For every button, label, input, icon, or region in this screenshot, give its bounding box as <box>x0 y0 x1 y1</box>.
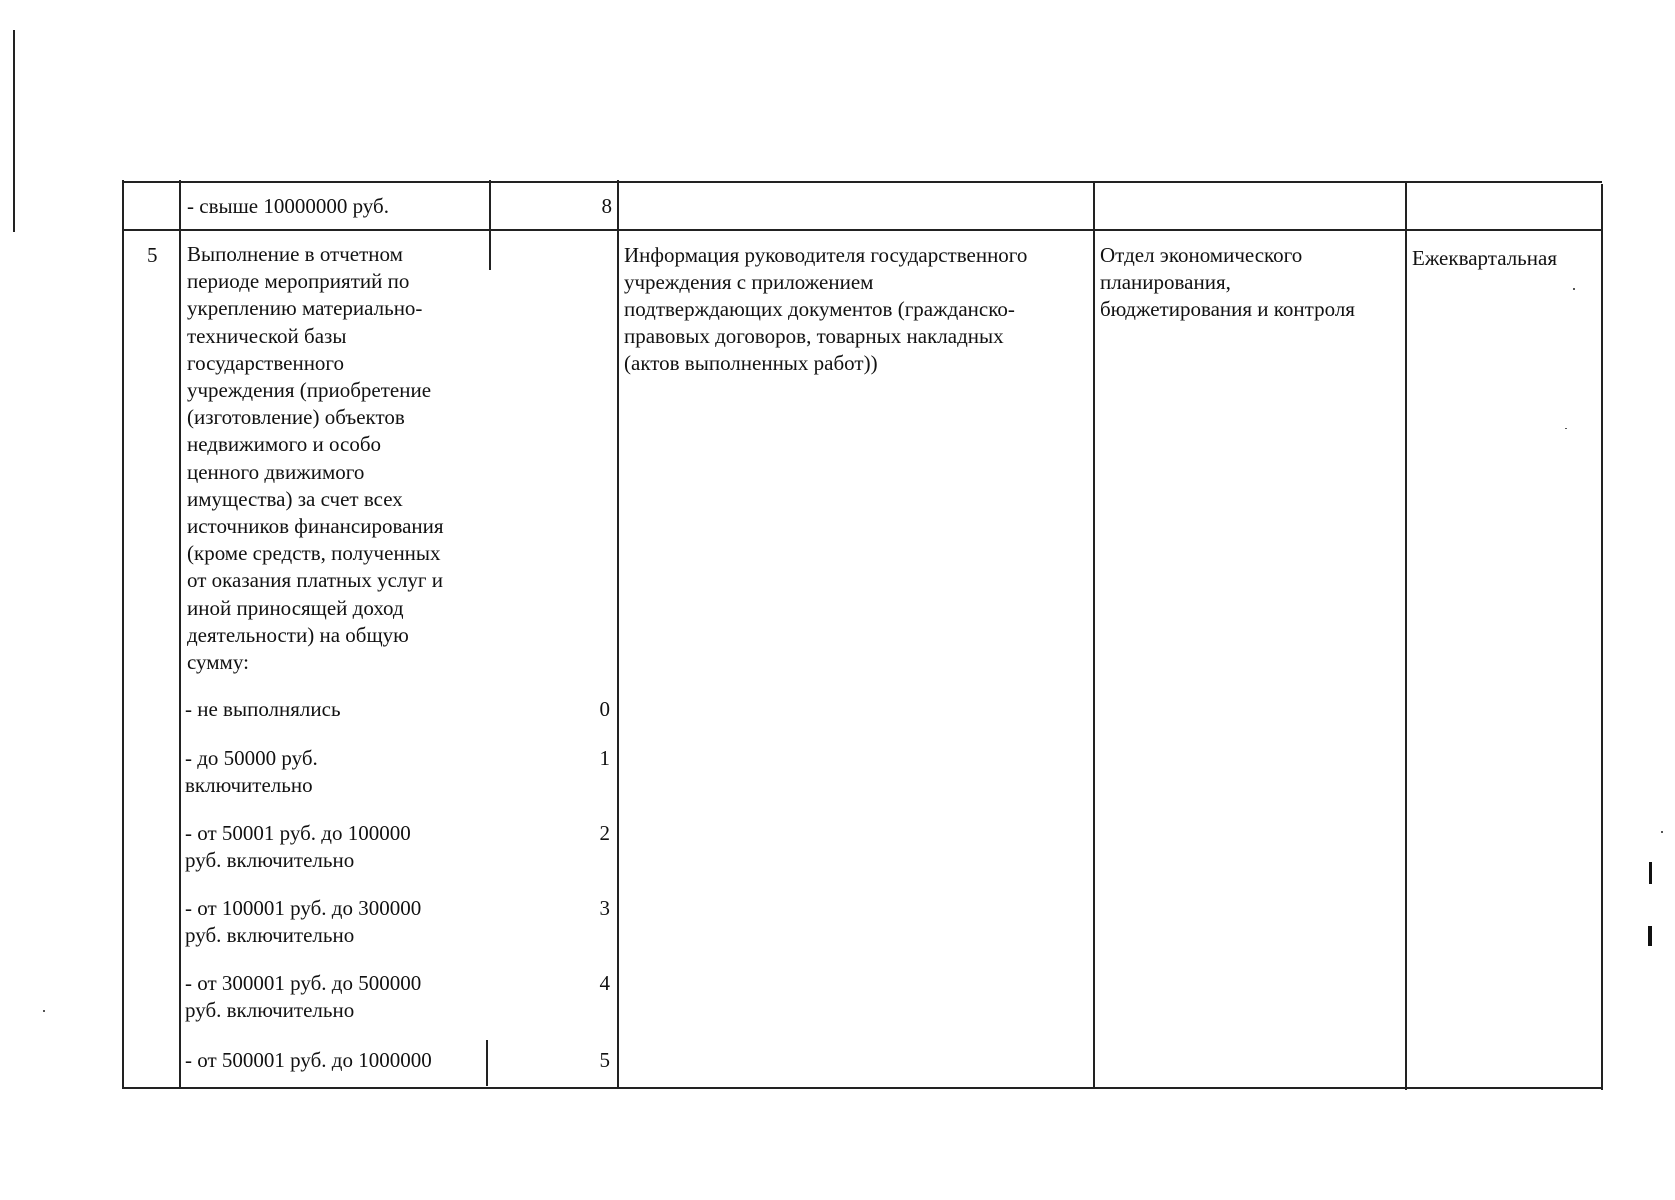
option-code: 1 <box>599 746 610 770</box>
col-divider-2b <box>486 1040 488 1086</box>
option-label: руб. включительно <box>185 848 355 872</box>
indicator-line: ценного движимого <box>187 459 365 484</box>
indicator-line: недвижимого и особо <box>187 432 382 457</box>
option-label: руб. включительно <box>185 998 355 1022</box>
col-divider-1 <box>179 180 181 1088</box>
row-divider-1 <box>122 229 1602 231</box>
option-label: - от 100001 руб. до 300000 <box>185 896 422 920</box>
option-label: - не выполнялись <box>185 697 341 721</box>
option-code: 2 <box>599 821 610 845</box>
department-line: планирования, <box>1100 270 1231 294</box>
scan-speck <box>1573 288 1575 290</box>
indicator-line: укреплению материально- <box>187 296 423 321</box>
indicator-line: учреждения (приобретение <box>187 378 432 402</box>
source-line: Информация руководителя государственного <box>624 243 1028 267</box>
scan-speck <box>1649 862 1652 884</box>
department-line: Отдел экономического <box>1100 243 1303 267</box>
source-line: (актов выполненных работ)) <box>624 351 878 375</box>
table-border-left <box>122 180 124 1088</box>
option-code: 4 <box>599 971 610 995</box>
col-divider-4 <box>1093 182 1095 1088</box>
col-divider-3 <box>617 180 619 1088</box>
source-line: правовых договоров, товарных накладных <box>624 324 1004 348</box>
indicator-line: (кроме средств, полученных <box>187 541 441 566</box>
scan-speck <box>1648 926 1652 946</box>
option-code: 0 <box>599 697 610 721</box>
option-label: - от 500001 руб. до 1000000 <box>185 1048 432 1072</box>
option-label: руб. включительно <box>185 923 355 947</box>
col-divider-2 <box>489 180 491 270</box>
indicator-line: сумму: <box>187 650 249 674</box>
frequency: Ежеквартальная <box>1412 246 1557 270</box>
col-divider-5 <box>1405 182 1407 1090</box>
prev-row-code: 8 <box>601 194 612 218</box>
indicator-line: Выполнение в отчетном <box>187 242 403 266</box>
scan-speck <box>1565 428 1567 429</box>
source-line: учреждения с приложением <box>624 270 874 294</box>
indicator-line: периоде мероприятий по <box>187 269 410 294</box>
row-number: 5 <box>147 243 158 267</box>
scan-speck <box>43 1010 45 1012</box>
scan-speck <box>1661 831 1663 833</box>
indicator-line: имущества) за счет всех <box>187 486 403 511</box>
department-line: бюджетирования и контроля <box>1100 297 1355 321</box>
option-label: - до 50000 руб. <box>185 746 318 770</box>
option-code: 5 <box>599 1048 610 1072</box>
scan-edge-line <box>13 30 15 232</box>
prev-row-label: - свыше 10000000 руб. <box>187 194 389 218</box>
indicator-line: деятельности) на общую <box>187 622 409 647</box>
option-label: - от 300001 руб. до 500000 <box>185 971 422 995</box>
table-border-top <box>122 181 1602 183</box>
indicator-line: (изготовление) объектов <box>187 405 405 430</box>
indicator-line: иной приносящей доход <box>187 595 404 620</box>
option-label: - от 50001 руб. до 100000 <box>185 821 411 845</box>
indicator-line: технической базы <box>187 323 347 348</box>
option-code: 3 <box>599 896 610 920</box>
table-border-right <box>1601 184 1603 1090</box>
option-label: включительно <box>185 773 313 797</box>
indicator-line: источников финансирования <box>187 514 444 538</box>
source-line: подтверждающих документов (гражданско- <box>624 297 1015 321</box>
indicator-line: государственного <box>187 350 345 375</box>
table-border-bottom <box>122 1087 1602 1089</box>
indicator-line: от оказания платных услуг и <box>187 568 444 593</box>
